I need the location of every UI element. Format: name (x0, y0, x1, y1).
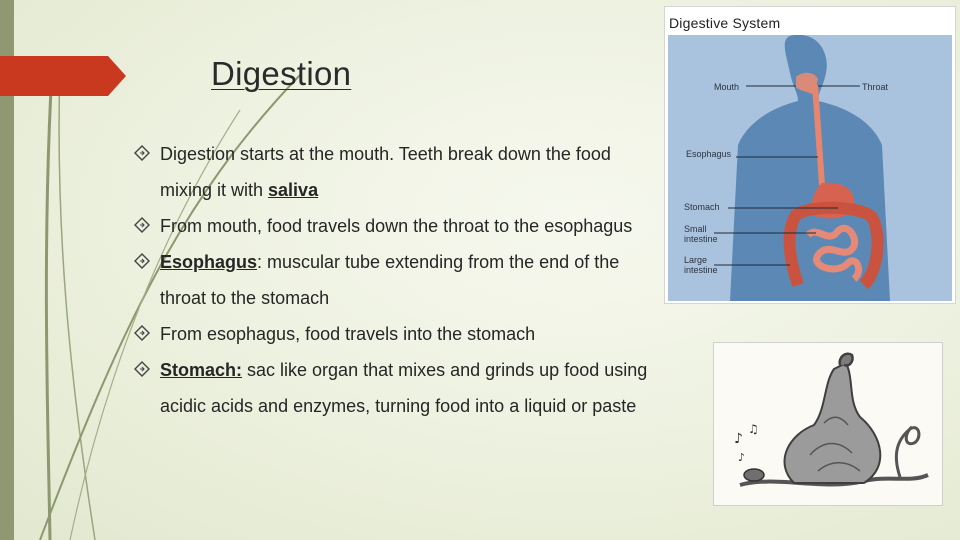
bullet-text: From esophagus, food travels into the stomach (160, 324, 536, 344)
bullet-text: sac like organ that mixes and grinds up food using acidic acids and enzymes, turning food into a liquid or paste (160, 360, 648, 416)
figure-title: Digestive System (669, 15, 781, 31)
label-small-line1: Small (684, 224, 707, 234)
diamond-bullet-icon (134, 253, 150, 269)
diamond-bullet-icon (134, 361, 150, 377)
term-esophagus: Esophagus (160, 252, 258, 272)
svg-text:♪: ♪ (734, 431, 743, 447)
label-large-line2: intestine (684, 265, 718, 275)
slide-title: Digestion (211, 55, 352, 92)
anatomy-illustration (668, 35, 952, 301)
diamond-bullet-icon (134, 217, 150, 233)
bullet-item (134, 244, 664, 316)
label-small-line2: intestine (684, 234, 718, 244)
diamond-bullet-icon (134, 325, 150, 341)
bullet-item (134, 208, 664, 244)
bullet-item (134, 316, 664, 352)
label-esophagus: Esophagus (686, 149, 732, 159)
bullet-text: From mouth, food travels down the throat to the esophagus (160, 216, 633, 236)
label-small-intestine (684, 224, 718, 244)
bullet-item (134, 136, 664, 208)
accent-arrow (0, 56, 126, 96)
label-throat: Throat (862, 82, 889, 92)
digestive-system-figure (664, 6, 956, 304)
bullet-text: Digestion starts at the mouth. Teeth break down the food mixing it with (160, 144, 611, 200)
bullet-list (134, 136, 664, 424)
bullet-text: : muscular tube extending from the end of the throat to the stomach (160, 252, 620, 308)
term-stomach: Stomach: (160, 360, 243, 380)
term-saliva: saliva (268, 180, 319, 200)
label-large-intestine (684, 255, 718, 275)
svg-text:♫: ♫ (748, 422, 759, 436)
stomach-sketch-illustration (713, 342, 943, 506)
bullet-item (134, 352, 664, 424)
label-large-line1: Large (684, 255, 708, 265)
diamond-bullet-icon (134, 145, 150, 161)
stomach-drawing (714, 343, 942, 505)
svg-text:♪: ♪ (738, 451, 746, 464)
label-mouth: Mouth (714, 82, 740, 92)
label-stomach: Stomach (684, 202, 720, 212)
